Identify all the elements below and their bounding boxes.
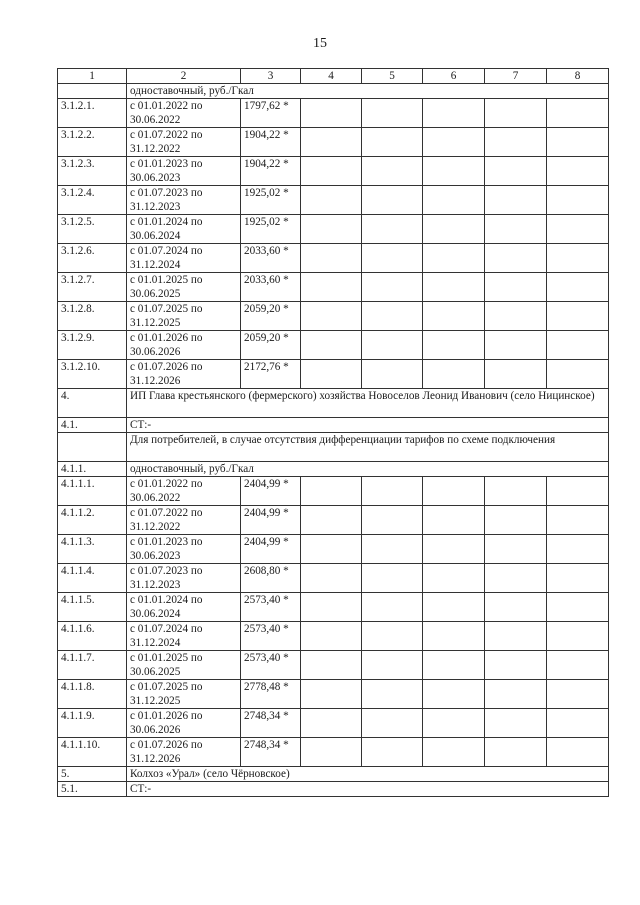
empty-cell xyxy=(547,535,609,564)
empty-cell xyxy=(362,477,423,506)
period-cell: с 01.01.2024 по 30.06.2024 xyxy=(127,215,241,244)
empty-cell xyxy=(485,244,547,273)
section-label: Колхоз «Урал» (село Чёрновское) xyxy=(127,767,609,782)
row-number: 3.1.2.10. xyxy=(58,360,127,389)
header-cell: 6 xyxy=(423,69,485,84)
empty-cell xyxy=(301,564,362,593)
row-number xyxy=(58,433,127,462)
section-row xyxy=(58,782,609,797)
tariff-value: 1904,22 * xyxy=(241,128,301,157)
period-cell: с 01.07.2024 по 31.12.2024 xyxy=(127,244,241,273)
tariff-value: 2404,99 * xyxy=(241,477,301,506)
table-row xyxy=(58,651,609,680)
empty-cell xyxy=(485,273,547,302)
table-row xyxy=(58,157,609,186)
empty-cell xyxy=(423,215,485,244)
tariff-value: 1925,02 * xyxy=(241,186,301,215)
empty-cell xyxy=(423,128,485,157)
empty-cell xyxy=(301,360,362,389)
period-cell: с 01.01.2026 по 30.06.2026 xyxy=(127,331,241,360)
period-cell: с 01.07.2023 по 31.12.2023 xyxy=(127,186,241,215)
empty-cell xyxy=(362,331,423,360)
tariff-value: 2404,99 * xyxy=(241,535,301,564)
tariff-value: 2748,34 * xyxy=(241,709,301,738)
tariff-value: 2033,60 * xyxy=(241,273,301,302)
empty-cell xyxy=(362,680,423,709)
empty-cell xyxy=(362,535,423,564)
header-cell: 5 xyxy=(362,69,423,84)
row-number: 4.1.1.8. xyxy=(58,680,127,709)
tariff-value: 2404,99 * xyxy=(241,506,301,535)
table-row xyxy=(58,593,609,622)
empty-cell xyxy=(547,709,609,738)
empty-cell xyxy=(547,680,609,709)
table-row xyxy=(58,622,609,651)
empty-cell xyxy=(301,535,362,564)
tariff-table-body xyxy=(58,69,609,797)
empty-cell xyxy=(301,331,362,360)
row-number: 3.1.2.9. xyxy=(58,331,127,360)
empty-cell xyxy=(547,360,609,389)
table-row xyxy=(58,302,609,331)
empty-cell xyxy=(362,99,423,128)
period-cell: с 01.01.2022 по 30.06.2022 xyxy=(127,99,241,128)
row-number: 4.1.1.4. xyxy=(58,564,127,593)
empty-cell xyxy=(301,738,362,767)
empty-cell xyxy=(485,506,547,535)
row-number: 3.1.2.4. xyxy=(58,186,127,215)
row-number: 4. xyxy=(58,389,127,418)
tariff-value: 2573,40 * xyxy=(241,593,301,622)
row-number: 4.1.1. xyxy=(58,462,127,477)
empty-cell xyxy=(547,622,609,651)
empty-cell xyxy=(423,99,485,128)
empty-cell xyxy=(423,535,485,564)
empty-cell xyxy=(423,302,485,331)
section-label: одноставочный, руб./Гкал xyxy=(127,462,609,477)
period-cell: с 01.07.2022 по 31.12.2022 xyxy=(127,128,241,157)
empty-cell xyxy=(547,273,609,302)
empty-cell xyxy=(423,738,485,767)
empty-cell xyxy=(301,302,362,331)
row-number: 4.1.1.6. xyxy=(58,622,127,651)
empty-cell xyxy=(423,564,485,593)
row-number: 3.1.2.1. xyxy=(58,99,127,128)
empty-cell xyxy=(485,738,547,767)
tariff-value: 2573,40 * xyxy=(241,622,301,651)
row-number: 3.1.2.2. xyxy=(58,128,127,157)
empty-cell xyxy=(423,709,485,738)
header-cell: 8 xyxy=(547,69,609,84)
period-cell: с 01.01.2024 по 30.06.2024 xyxy=(127,593,241,622)
empty-cell xyxy=(362,564,423,593)
row-number: 4.1.1.2. xyxy=(58,506,127,535)
empty-cell xyxy=(362,738,423,767)
table-row xyxy=(58,244,609,273)
header-cell: 7 xyxy=(485,69,547,84)
empty-cell xyxy=(362,302,423,331)
row-number: 4.1.1.10. xyxy=(58,738,127,767)
empty-cell xyxy=(485,622,547,651)
table-row xyxy=(58,709,609,738)
empty-cell xyxy=(301,680,362,709)
header-cell: 4 xyxy=(301,69,362,84)
empty-cell xyxy=(485,302,547,331)
row-number: 4.1. xyxy=(58,418,127,433)
empty-cell xyxy=(423,680,485,709)
section-label: СТ:- xyxy=(127,418,609,433)
empty-cell xyxy=(547,215,609,244)
tariff-value: 2748,34 * xyxy=(241,738,301,767)
empty-cell xyxy=(301,477,362,506)
table-row xyxy=(58,273,609,302)
empty-cell xyxy=(547,593,609,622)
empty-cell xyxy=(362,709,423,738)
section-label: одноставочный, руб./Гкал xyxy=(127,84,609,99)
section-row xyxy=(58,389,609,418)
empty-cell xyxy=(547,651,609,680)
table-row xyxy=(58,360,609,389)
table-row xyxy=(58,128,609,157)
section-row xyxy=(58,767,609,782)
table-row xyxy=(58,680,609,709)
table-row xyxy=(58,738,609,767)
empty-cell xyxy=(547,128,609,157)
row-number: 4.1.1.1. xyxy=(58,477,127,506)
row-number: 3.1.2.5. xyxy=(58,215,127,244)
tariff-value: 1904,22 * xyxy=(241,157,301,186)
empty-cell xyxy=(362,186,423,215)
period-cell: с 01.01.2023 по 30.06.2023 xyxy=(127,535,241,564)
empty-cell xyxy=(423,157,485,186)
period-cell: с 01.07.2026 по 31.12.2026 xyxy=(127,360,241,389)
empty-cell xyxy=(485,709,547,738)
tariff-table xyxy=(57,68,609,797)
tariff-value: 2778,48 * xyxy=(241,680,301,709)
empty-cell xyxy=(423,360,485,389)
empty-cell xyxy=(485,215,547,244)
period-cell: с 01.01.2025 по 30.06.2025 xyxy=(127,273,241,302)
table-row xyxy=(58,331,609,360)
tariff-value: 2608,80 * xyxy=(241,564,301,593)
empty-cell xyxy=(547,186,609,215)
section-label: ИП Глава крестьянского (фермерского) хозяйства Новоселов Леонид Иванович (село Ницинское) xyxy=(127,389,609,418)
empty-cell xyxy=(301,99,362,128)
period-cell: с 01.07.2025 по 31.12.2025 xyxy=(127,302,241,331)
header-row xyxy=(58,69,609,84)
empty-cell xyxy=(547,302,609,331)
empty-cell xyxy=(362,215,423,244)
table-row xyxy=(58,477,609,506)
period-cell: с 01.07.2024 по 31.12.2024 xyxy=(127,622,241,651)
header-cell: 2 xyxy=(127,69,241,84)
row-number: 3.1.2.8. xyxy=(58,302,127,331)
empty-cell xyxy=(301,593,362,622)
empty-cell xyxy=(547,99,609,128)
empty-cell xyxy=(485,651,547,680)
empty-cell xyxy=(485,593,547,622)
row-number: 4.1.1.9. xyxy=(58,709,127,738)
period-cell: с 01.01.2023 по 30.06.2023 xyxy=(127,157,241,186)
empty-cell xyxy=(423,506,485,535)
section-label: Для потребителей, в случае отсутствия дифференциации тарифов по схеме подключения xyxy=(127,433,609,462)
empty-cell xyxy=(423,244,485,273)
empty-cell xyxy=(423,273,485,302)
empty-cell xyxy=(362,593,423,622)
empty-cell xyxy=(301,215,362,244)
empty-cell xyxy=(362,157,423,186)
period-cell: с 01.01.2022 по 30.06.2022 xyxy=(127,477,241,506)
row-number: 4.1.1.7. xyxy=(58,651,127,680)
tariff-value: 2059,20 * xyxy=(241,302,301,331)
header-cell: 3 xyxy=(241,69,301,84)
empty-cell xyxy=(485,680,547,709)
row-number: 3.1.2.3. xyxy=(58,157,127,186)
empty-cell xyxy=(301,622,362,651)
empty-cell xyxy=(547,157,609,186)
section-row xyxy=(58,84,609,99)
empty-cell xyxy=(362,651,423,680)
empty-cell xyxy=(547,331,609,360)
period-cell: с 01.01.2025 по 30.06.2025 xyxy=(127,651,241,680)
empty-cell xyxy=(423,622,485,651)
tariff-value: 1925,02 * xyxy=(241,215,301,244)
page-number: 15 xyxy=(313,36,327,51)
empty-cell xyxy=(485,535,547,564)
empty-cell xyxy=(485,477,547,506)
empty-cell xyxy=(547,738,609,767)
table-row xyxy=(58,506,609,535)
empty-cell xyxy=(301,273,362,302)
empty-cell xyxy=(301,128,362,157)
table-row xyxy=(58,564,609,593)
empty-cell xyxy=(301,157,362,186)
empty-cell xyxy=(423,651,485,680)
table-row xyxy=(58,186,609,215)
row-number xyxy=(58,84,127,99)
row-number: 3.1.2.6. xyxy=(58,244,127,273)
empty-cell xyxy=(485,128,547,157)
empty-cell xyxy=(547,477,609,506)
empty-cell xyxy=(423,186,485,215)
table-row xyxy=(58,99,609,128)
empty-cell xyxy=(423,477,485,506)
empty-cell xyxy=(485,99,547,128)
section-row xyxy=(58,418,609,433)
empty-cell xyxy=(362,360,423,389)
tariff-value: 2573,40 * xyxy=(241,651,301,680)
empty-cell xyxy=(362,622,423,651)
empty-cell xyxy=(301,506,362,535)
period-cell: с 01.01.2026 по 30.06.2026 xyxy=(127,709,241,738)
empty-cell xyxy=(547,564,609,593)
section-row xyxy=(58,462,609,477)
header-cell: 1 xyxy=(58,69,127,84)
empty-cell xyxy=(301,651,362,680)
empty-cell xyxy=(547,244,609,273)
empty-cell xyxy=(301,244,362,273)
empty-cell xyxy=(485,360,547,389)
empty-cell xyxy=(485,331,547,360)
empty-cell xyxy=(301,709,362,738)
empty-cell xyxy=(362,273,423,302)
row-number: 4.1.1.5. xyxy=(58,593,127,622)
empty-cell xyxy=(301,186,362,215)
table-row xyxy=(58,535,609,564)
period-cell: с 01.07.2023 по 31.12.2023 xyxy=(127,564,241,593)
period-cell: с 01.07.2025 по 31.12.2025 xyxy=(127,680,241,709)
table-row xyxy=(58,215,609,244)
tariff-value: 2033,60 * xyxy=(241,244,301,273)
empty-cell xyxy=(547,506,609,535)
period-cell: с 01.07.2022 по 31.12.2022 xyxy=(127,506,241,535)
period-cell: с 01.07.2026 по 31.12.2026 xyxy=(127,738,241,767)
tariff-value: 1797,62 * xyxy=(241,99,301,128)
empty-cell xyxy=(485,564,547,593)
empty-cell xyxy=(362,244,423,273)
section-label: СТ:- xyxy=(127,782,609,797)
empty-cell xyxy=(362,128,423,157)
empty-cell xyxy=(423,331,485,360)
tariff-value: 2059,20 * xyxy=(241,331,301,360)
empty-cell xyxy=(362,506,423,535)
row-number: 4.1.1.3. xyxy=(58,535,127,564)
tariff-value: 2172,76 * xyxy=(241,360,301,389)
empty-cell xyxy=(423,593,485,622)
row-number: 5. xyxy=(58,767,127,782)
empty-cell xyxy=(485,157,547,186)
section-row xyxy=(58,433,609,462)
row-number: 3.1.2.7. xyxy=(58,273,127,302)
empty-cell xyxy=(485,186,547,215)
row-number: 5.1. xyxy=(58,782,127,797)
